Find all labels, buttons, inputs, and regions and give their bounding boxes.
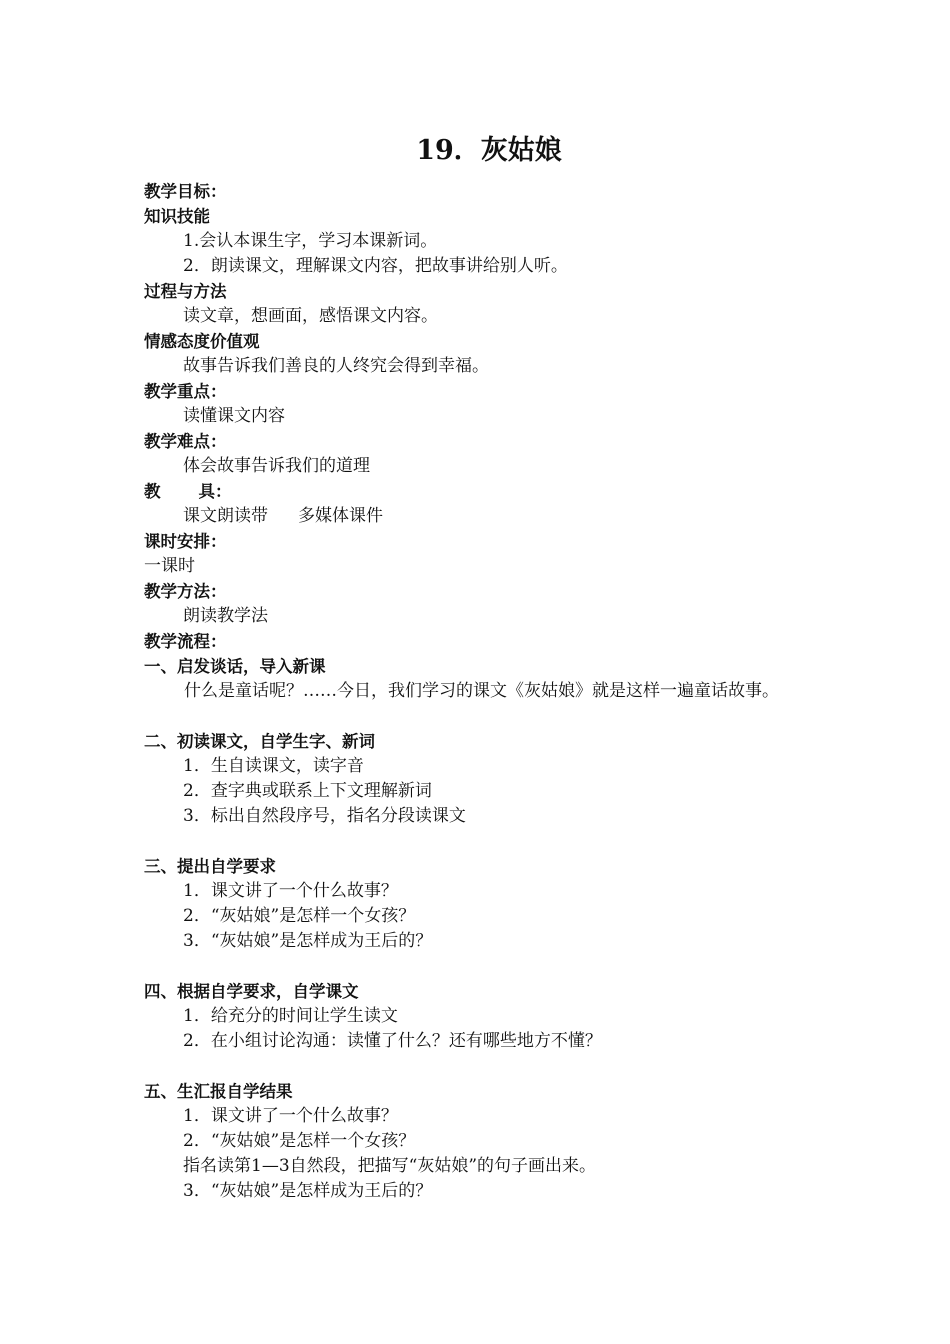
list-item: 1．生自读课文，读字音 bbox=[183, 756, 364, 776]
knowledge-heading: 知识技能 bbox=[144, 207, 210, 226]
list-item: 3．标出自然段序号，指名分段读课文 bbox=[183, 806, 466, 826]
key-point-text: 读懂课文内容 bbox=[183, 406, 285, 426]
tools-heading-b: 具： bbox=[198, 482, 232, 501]
key-point-heading: 教学重点： bbox=[144, 382, 227, 401]
tools-heading-a: 教 bbox=[144, 482, 161, 501]
list-item: 1．课文讲了一个什么故事？ bbox=[183, 881, 398, 901]
schedule-text: 一课时 bbox=[144, 556, 195, 576]
objectives-heading: 教学目标： bbox=[144, 182, 227, 201]
list-item: 2．“灰姑娘”是怎样一个女孩？ bbox=[183, 1131, 416, 1151]
section-heading: 三、提出自学要求 bbox=[144, 857, 276, 876]
list-item: 1．给充分的时间让学生读文 bbox=[183, 1006, 398, 1026]
section-heading: 四、根据自学要求，自学课文 bbox=[144, 982, 359, 1001]
section-heading: 一、启发谈话，导入新课 bbox=[144, 657, 326, 676]
section-heading: 二、初读课文，自学生字、新词 bbox=[144, 732, 375, 751]
knowledge-item: 2．朗读课文，理解课文内容，把故事讲给别人听。 bbox=[183, 256, 568, 276]
method-text: 朗读教学法 bbox=[183, 606, 268, 626]
page-title: 19．灰姑娘 bbox=[416, 135, 562, 166]
process-text: 读文章，想画面，感悟课文内容。 bbox=[183, 306, 438, 326]
lesson-plan-document bbox=[144, 130, 824, 1204]
list-item: 3．“灰姑娘”是怎样成为王后的？ bbox=[183, 1181, 433, 1201]
tools-text bbox=[144, 504, 824, 529]
list-item: 2．在小组讨论沟通：读懂了什么？还有哪些地方不懂？ bbox=[183, 1031, 602, 1051]
emotion-text: 故事告诉我们善良的人终究会得到幸福。 bbox=[183, 356, 489, 376]
emotion-heading: 情感态度价值观 bbox=[144, 332, 260, 351]
list-item: 指名读第1—3自然段，把描写“灰姑娘”的句子画出来。 bbox=[183, 1156, 597, 1176]
tools-heading bbox=[144, 479, 824, 504]
list-item: 2．“灰姑娘”是怎样一个女孩？ bbox=[183, 906, 416, 926]
tools-item: 课文朗读带 bbox=[183, 506, 268, 526]
list-item: 3．“灰姑娘”是怎样成为王后的？ bbox=[183, 931, 433, 951]
method-heading: 教学方法： bbox=[144, 582, 227, 601]
knowledge-item: 1.会认本课生字，学习本课新词。 bbox=[183, 231, 438, 251]
schedule-heading: 课时安排： bbox=[144, 532, 227, 551]
list-item: 1．课文讲了一个什么故事？ bbox=[183, 1106, 398, 1126]
section-heading: 五、生汇报自学结果 bbox=[144, 1082, 293, 1101]
list-item: 2．查字典或联系上下文理解新词 bbox=[183, 781, 432, 801]
process-heading: 过程与方法 bbox=[144, 282, 227, 301]
difficulty-text: 体会故事告诉我们的道理 bbox=[183, 456, 370, 476]
flow-heading: 教学流程： bbox=[144, 632, 227, 651]
tools-item: 多媒体课件 bbox=[298, 506, 383, 526]
section-paragraph: 什么是童话呢？……今日，我们学习的课文《灰姑娘》就是这样一遍童话故事。 bbox=[184, 681, 779, 701]
difficulty-heading: 教学难点： bbox=[144, 432, 227, 451]
